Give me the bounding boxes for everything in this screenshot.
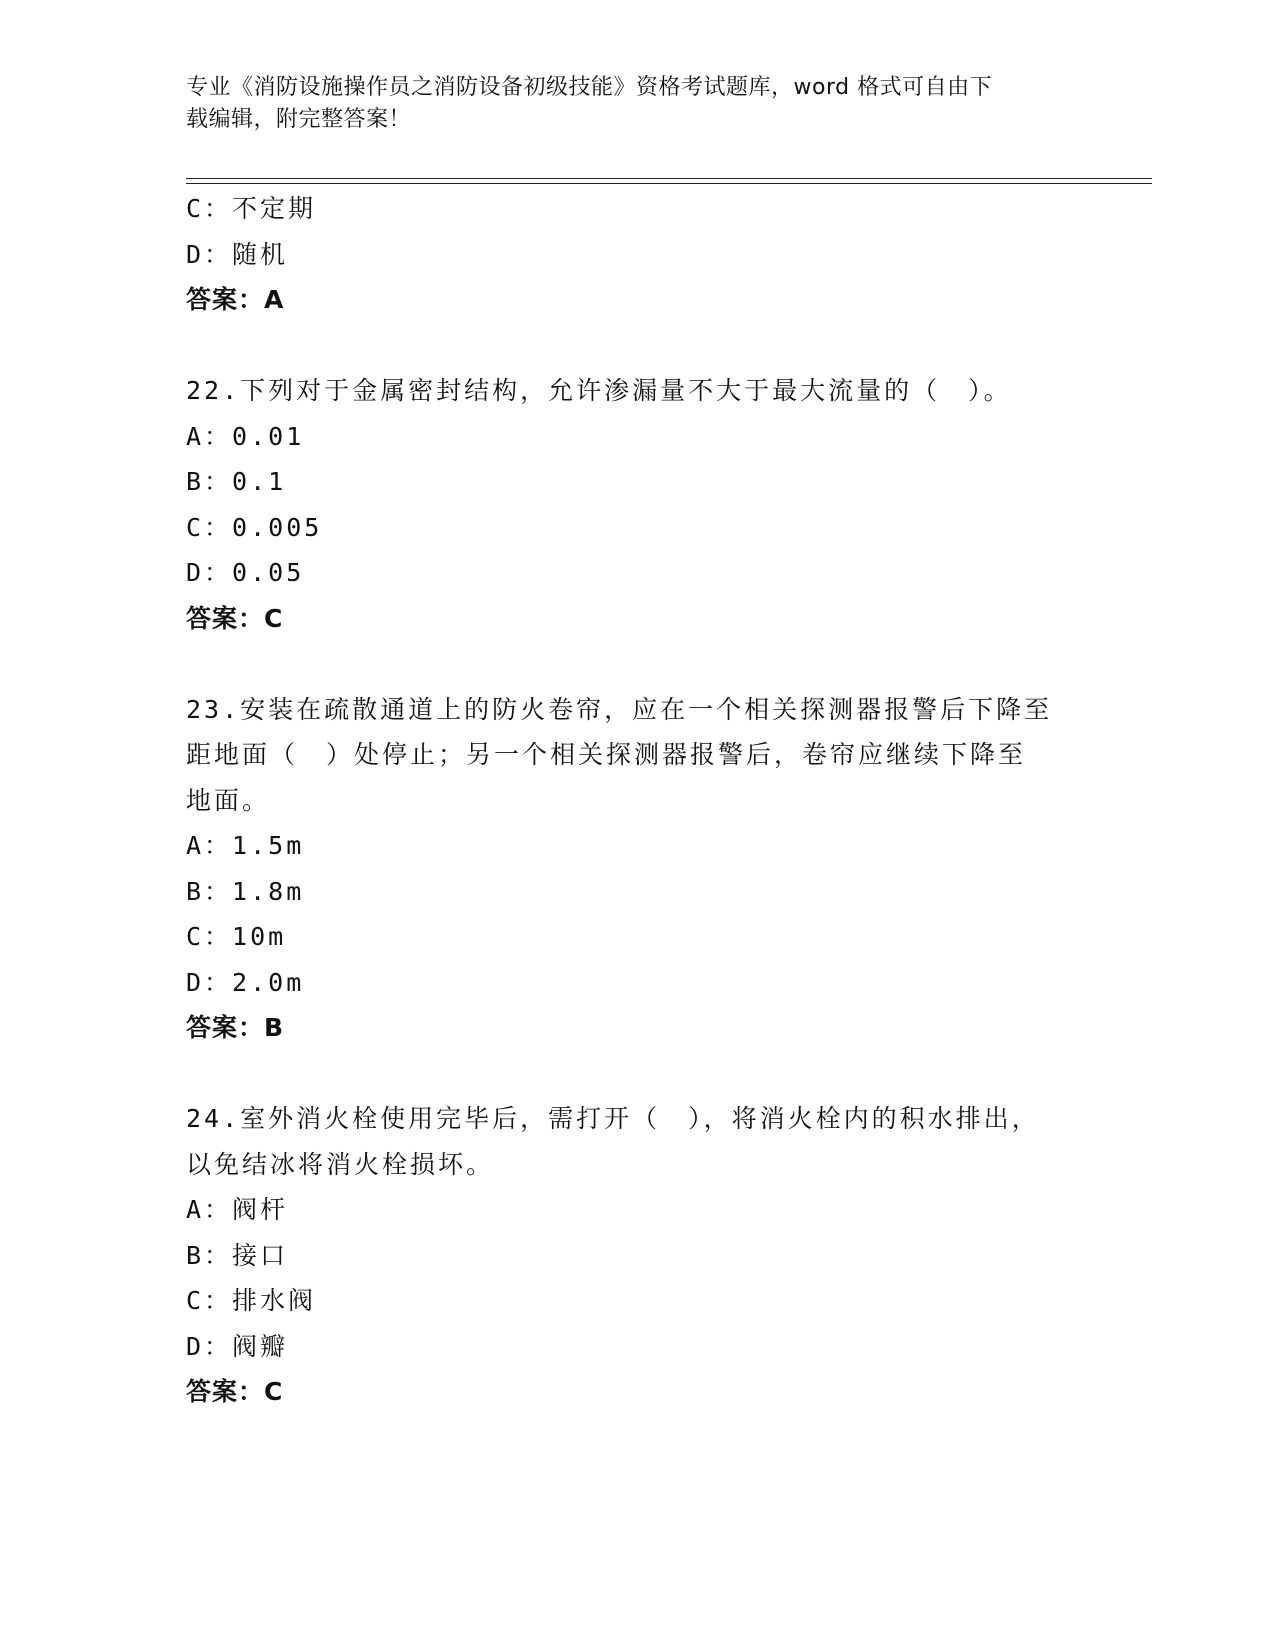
header-divider-bottom bbox=[186, 183, 1152, 184]
option-d: D：2.0m bbox=[186, 967, 305, 997]
question-22 bbox=[186, 368, 1076, 641]
question-content bbox=[186, 186, 1076, 1415]
answer-line: 答案：A bbox=[186, 285, 285, 314]
question-23 bbox=[186, 687, 1076, 1051]
question-stem-line-3: 地面。 bbox=[186, 785, 271, 815]
spacer bbox=[186, 641, 1076, 687]
question-24 bbox=[186, 1096, 1076, 1415]
question-stem-line-1: 23.安装在疏散通道上的防火卷帘，应在一个相关探测器报警后下降至 bbox=[186, 694, 1053, 724]
answer-line: 答案：C bbox=[186, 1377, 284, 1406]
answer-line: 答案：B bbox=[186, 1013, 285, 1042]
question-stem-line-1: 24.室外消火栓使用完毕后，需打开（ ），将消火栓内的积水排出， bbox=[186, 1104, 1040, 1133]
option-d: D：0.05 bbox=[186, 558, 305, 587]
question-stem: 22.下列对于金属密封结构，允许渗漏量不大于最大流量的（ ）。 bbox=[186, 376, 1012, 405]
option-b: B：接口 bbox=[186, 1240, 289, 1270]
option-b: B：0.1 bbox=[186, 467, 287, 496]
option-b: B：1.8m bbox=[186, 876, 305, 906]
spacer bbox=[186, 1051, 1076, 1097]
option-d: D：阀瓣 bbox=[186, 1331, 289, 1361]
option-a: A：阀杆 bbox=[186, 1195, 289, 1224]
option-c: C：排水阀 bbox=[186, 1286, 317, 1315]
option-d: D：随机 bbox=[186, 239, 289, 269]
option-a: A：1.5m bbox=[186, 831, 305, 860]
answer-line: 答案：C bbox=[186, 603, 284, 633]
option-a: A：0.01 bbox=[186, 421, 305, 451]
question-stem-line-2: 距地面（ ）处停止；另一个相关探测器报警后，卷帘应继续下降至 bbox=[186, 740, 1027, 769]
spacer bbox=[186, 323, 1076, 369]
header-line-1: 专业《消防设施操作员之消防设备初级技能》资格考试题库，word 格式可自由下 bbox=[186, 75, 993, 100]
option-c: C：0.005 bbox=[186, 512, 323, 542]
page-header bbox=[186, 72, 1076, 136]
question-stem-line-2: 以免结冰将消火栓损坏。 bbox=[186, 1149, 495, 1179]
continued-question bbox=[186, 186, 1076, 323]
option-c: C：10m bbox=[186, 922, 287, 951]
header-divider-top bbox=[186, 178, 1152, 179]
option-c: C：不定期 bbox=[186, 194, 317, 223]
header-line-2: 载编辑，附完整答案！ bbox=[186, 107, 412, 132]
